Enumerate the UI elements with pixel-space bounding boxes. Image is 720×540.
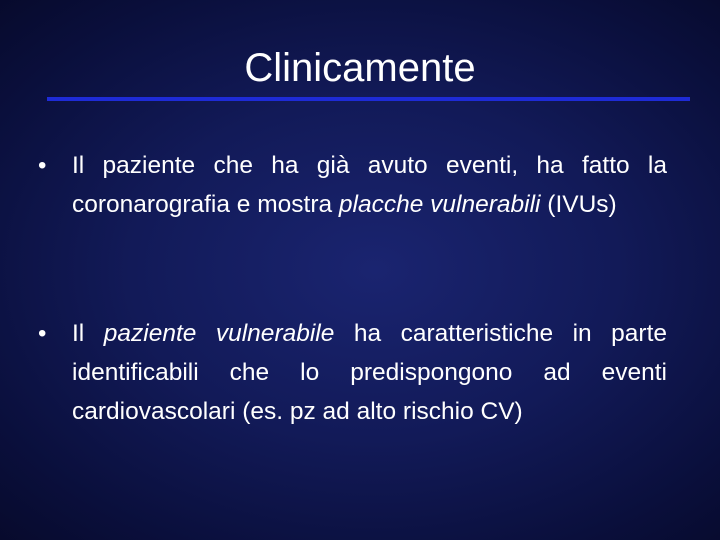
bullet-text: ha caratteristiche in parte identificabili che lo predispongono ad eventi cardiovascolari (es. pz ad alto rischio CV) [72, 320, 667, 425]
bullet-dot-icon: • [38, 152, 47, 179]
bullet-italic-text: placche vulnerabili [338, 191, 541, 218]
bullet-text: (IVUs) [540, 191, 617, 218]
bullet-item [38, 314, 667, 431]
bullet-text: Il paziente che ha già avuto eventi, ha fatto la coronarografia e mostra [72, 152, 667, 218]
bullet-text: Il [72, 320, 104, 347]
bullet-italic-text: paziente vulnerabile [103, 320, 335, 347]
title-underline [47, 97, 690, 101]
bullet-item [38, 146, 667, 224]
bullet-dot-icon: • [38, 320, 47, 347]
slide-title: Clinicamente [244, 46, 476, 90]
